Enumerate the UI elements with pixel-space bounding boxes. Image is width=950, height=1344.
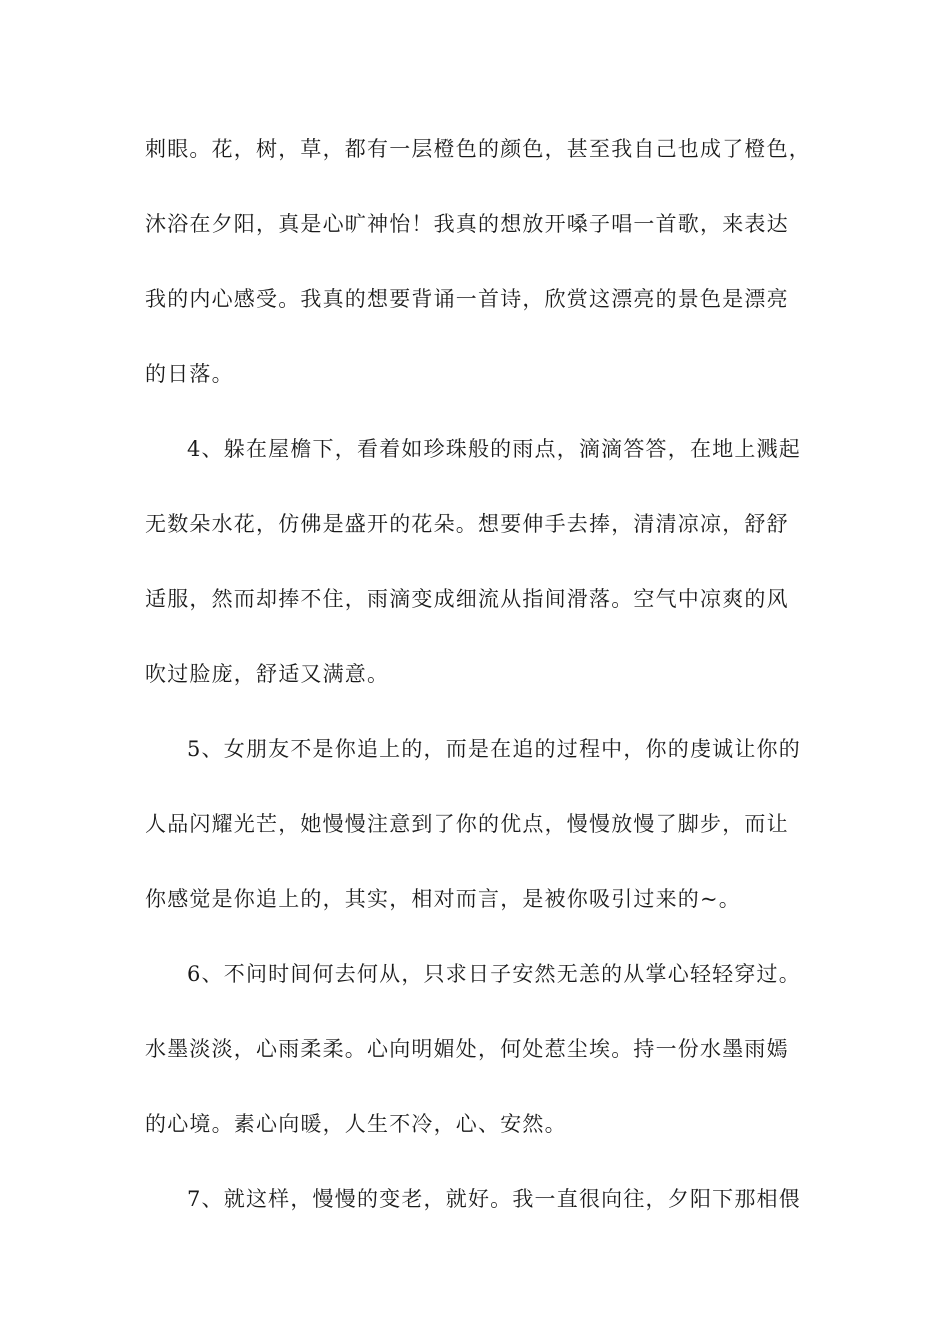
body-text: [145, 129, 810, 1254]
text-line: 刺眼。花，树，草，都有一层橙色的颜色，甚至我自己也成了橙色，: [145, 137, 811, 161]
text-line: 吹过脸庞，舒适又满意。: [145, 662, 390, 686]
paragraph-start-line: 5、女朋友不是你追上的，而是在追的过程中，你的虔诚让你的: [187, 737, 801, 761]
text-line: 的心境。素心向暖，人生不冷，心、安然。: [145, 1112, 567, 1136]
paragraph-start-line: 4、躲在屋檐下，看着如珍珠般的雨点，滴滴答答，在地上溅起: [187, 437, 801, 461]
text-line: 无数朵水花，仿佛是盛开的花朵。想要伸手去捧，清清凉凉，舒舒: [145, 512, 789, 536]
text-line: 人品闪耀光芒，她慢慢注意到了你的优点，慢慢放慢了脚步，而让: [145, 812, 789, 836]
text-line: 我的内心感受。我真的想要背诵一首诗，欣赏这漂亮的景色是漂亮: [145, 287, 789, 311]
paragraph-start-line: 6、不问时间何去何从，只求日子安然无恙的从掌心轻轻穿过。: [187, 962, 801, 986]
text-line: 适服，然而却捧不住，雨滴变成细流从指间滑落。空气中凉爽的风: [145, 587, 789, 611]
text-line: 沐浴在夕阳，真是心旷神怡！我真的想放开嗓子唱一首歌，来表达: [145, 212, 789, 236]
text-line: 你感觉是你追上的，其实，相对而言，是被你吸引过来的~。: [145, 887, 741, 911]
text-line: 的日落。: [145, 362, 234, 386]
paragraph-start-line: 7、就这样，慢慢的变老，就好。我一直很向往，夕阳下那相偎: [187, 1187, 801, 1211]
text-line: 水墨淡淡，心雨柔柔。心向明媚处，何处惹尘埃。持一份水墨雨嫣: [145, 1037, 789, 1061]
